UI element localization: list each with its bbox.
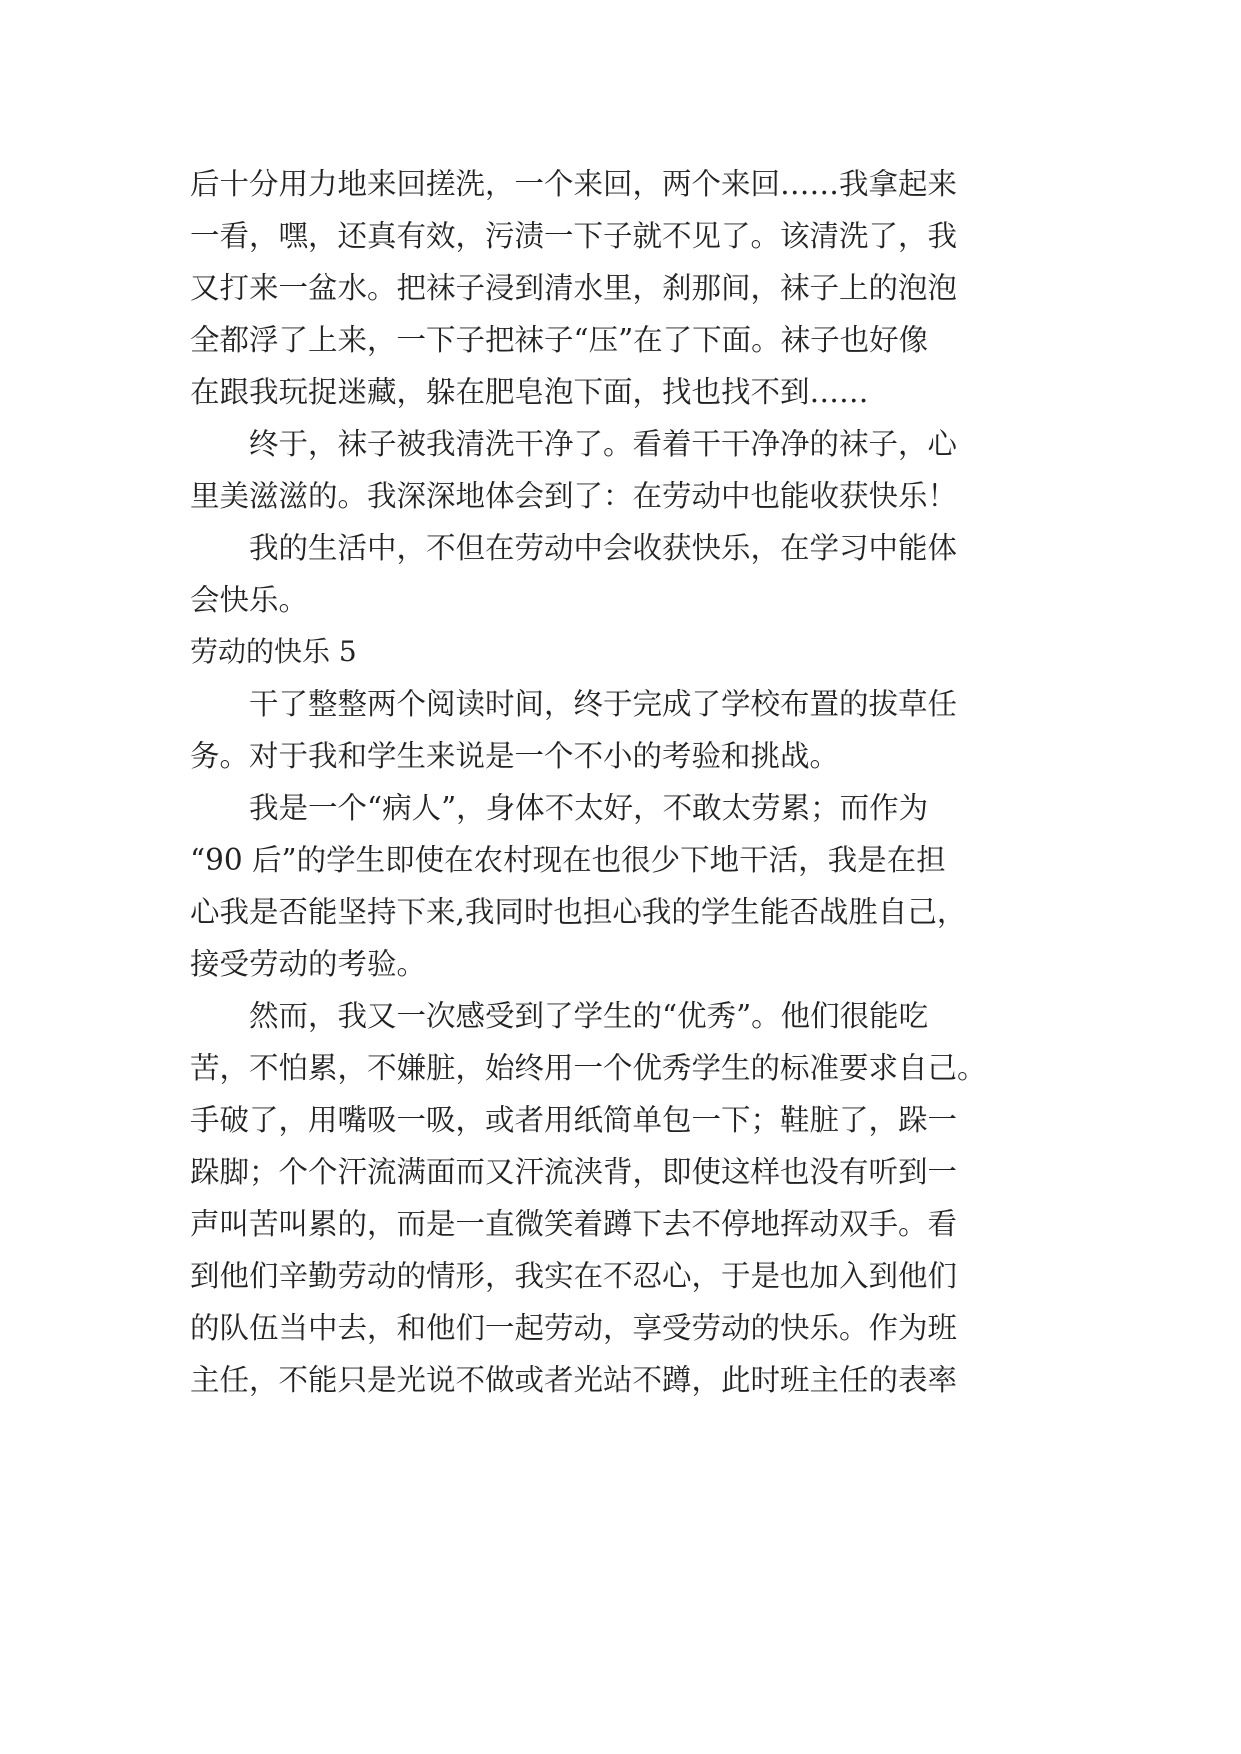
text-line: 然而，我又一次感受到了学生的“优秀”。他们很能吃 (190, 999, 929, 1033)
text-line: 到他们辛勤劳动的情形，我实在不忍心，于是也加入到他们 (190, 1259, 958, 1293)
text-line: 心我是否能坚持下来,我同时也担心我的学生能否战胜自己， (190, 895, 967, 929)
text-line: 我是一个“病人”，身体不太好，不敢太劳累；而作为 (190, 791, 929, 825)
text-line: 里美滋滋的。我深深地体会到了：在劳动中也能收获快乐！ (190, 479, 958, 513)
text-line: 我的生活中，不但在劳动中会收获快乐，在学习中能体 (190, 531, 958, 565)
text-line: 后十分用力地来回搓洗，一个来回，两个来回……我拿起来 (190, 167, 958, 201)
text-line: “90 后”的学生即使在农村现在也很少下地干活，我是在担 (190, 843, 946, 877)
text-line: 务。对于我和学生来说是一个不小的考验和挑战。 (190, 739, 840, 773)
text-line: 主任，不能只是光说不做或者光站不蹲，此时班主任的表率 (190, 1363, 958, 1397)
section-heading: 劳动的快乐 5 (190, 635, 357, 668)
text-line: 声叫苦叫累的，而是一直微笑着蹲下去不停地挥动双手。看 (190, 1207, 958, 1241)
text-line: 会快乐。 (190, 583, 309, 617)
text-line: 在跟我玩捉迷藏，躲在肥皂泡下面，找也找不到…… (190, 375, 869, 409)
text-line: 全都浮了上来，一下子把袜子“压”在了下面。袜子也好像 (190, 323, 929, 357)
document-body (190, 158, 1050, 1406)
text-line: 苦，不怕累，不嫌脏，始终用一个优秀学生的标准要求自己。 (190, 1051, 987, 1085)
text-line: 干了整整两个阅读时间，终于完成了学校布置的拔草任 (190, 687, 958, 721)
text-line: 终于，袜子被我清洗干净了。看着干干净净的袜子，心 (190, 427, 958, 461)
text-line: 跺脚；个个汗流满面而又汗流浃背，即使这样也没有听到一 (190, 1155, 958, 1189)
text-line: 手破了，用嘴吸一吸，或者用纸简单包一下；鞋脏了，跺一 (190, 1103, 958, 1137)
text-line: 的队伍当中去，和他们一起劳动，享受劳动的快乐。作为班 (190, 1311, 958, 1345)
text-line: 接受劳动的考验。 (190, 947, 427, 981)
text-line: 又打来一盆水。把袜子浸到清水里，刹那间，袜子上的泡泡 (190, 271, 958, 305)
text-line: 一看，嘿，还真有效，污渍一下子就不见了。该清洗了，我 (190, 219, 958, 253)
